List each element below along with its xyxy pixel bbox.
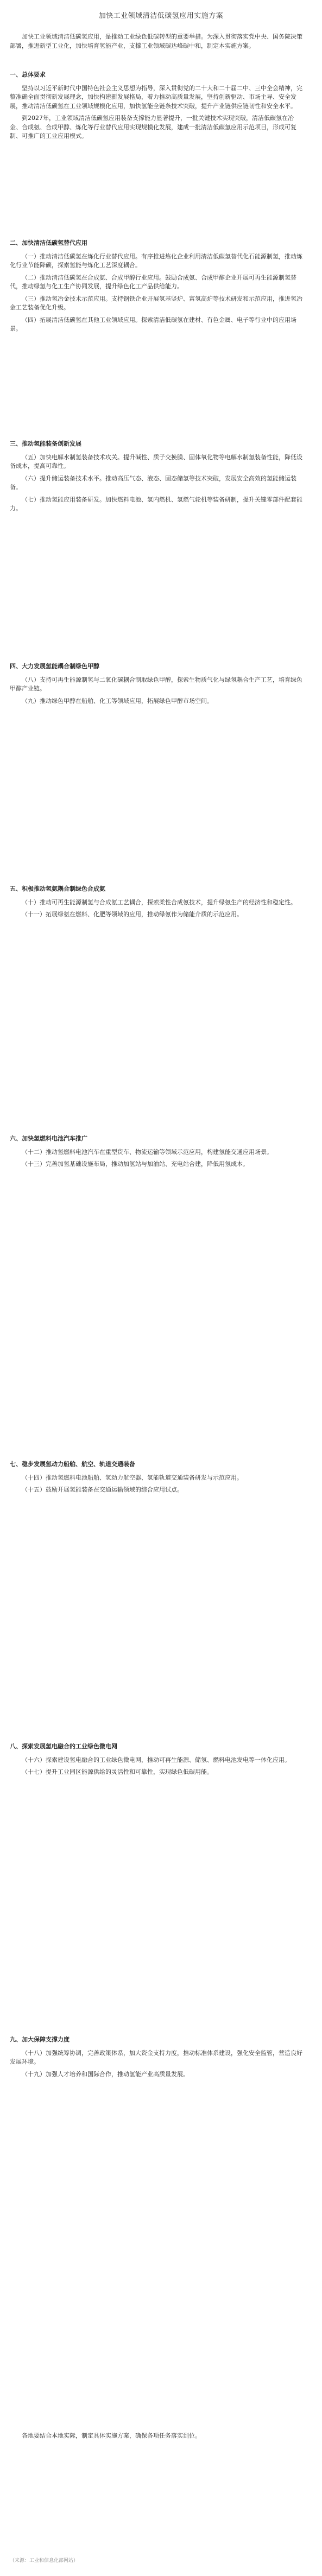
section-paragraph: （一）推动清洁低碳氢在炼化行业替代应用。有序推进炼化企业利用清洁低碳氢替代化石能源制氢，推动炼化行业节能降碳，探索氢能与炼化工艺深度耦合。 [10,252,302,269]
section-paragraph: （九）推动绿色甲醇在船舶、化工等领域应用，拓展绿色甲醇市场空间。 [22,697,213,705]
section-paragraph: （八）支持可再生能源制氢与二氧化碳耦合制取绿色甲醇，探索生物质气化与绿氢耦合生产工艺，培育绿色甲醇产业链。 [10,676,302,692]
section-heading: 五、积极推动氢氨耦合制绿色合成氨 [10,885,105,892]
section-paragraph: （二）推动清洁低碳氢在合成氨、合成甲醇行业应用。鼓励合成氨、合成甲醇企业开展可再生能源制氢替代，推动绿氢与化工生产协同发展，提升绿色化工产品供给能力。 [10,274,296,290]
section-heading: 八、探索发展氢电融合的工业绿色微电网 [10,1743,117,1750]
section-paragraph: （十九）加强人才培养和国际合作，推动氢能产业高质量发展。 [22,2070,189,2078]
section-1 [10,65,303,144]
section-paragraph: （三）推动氢冶金技术示范应用。支持钢铁企业开展氢基竖炉、富氢高炉等技术研发和示范应用，推进氢冶金工艺装备优化升级。 [10,295,302,311]
section-7 [10,1455,303,1498]
section-paragraph: （十二）推动氢燃料电池汽车在重型货车、物流运输等领域示范应用，构建氢能交通应用场景。 [22,1148,273,1156]
section-8 [10,1737,303,1780]
document-title: 加快工业领域清洁低碳氢应用实施方案 [98,12,224,20]
section-paragraph: （十八）加强统筹协调，完善政策体系，加大资金支持力度，推动标准体系建设，强化安全监管，营造良好发展环境。 [10,2049,302,2065]
section-paragraph: （十三）完善加氢基础设施布局，推动加氢站与加油站、充电站合建，降低用氢成本。 [22,1160,249,1168]
intro-block [10,33,303,54]
section-3 [10,434,303,517]
section-paragraph: （十六）探索建设氢电融合的工业绿色微电网，推动可再生能源、储氢、燃料电池发电等一体化应用。 [22,1756,291,1763]
closing-block [10,2432,303,2444]
closing-paragraph: 各地要结合本地实际，制定具体实施方案，确保各项任务落实到位。 [22,2432,201,2439]
section-paragraph: （十四）推动氢燃料电池船舶、氢动力航空器、氢能轨道交通装备研发与示范应用。 [22,1474,243,1481]
section-paragraph: （十一）拓展绿氨在燃料、化肥等领域的应用，推动绿氨作为储能介质的示范应用。 [22,911,243,918]
section-5 [10,879,303,923]
section-heading: 九、加大保障支撑力度 [10,2036,70,2043]
section-paragraph: （四）拓展清洁低碳氢在其他工业领域应用。探索清洁低碳氢在建材、有色金属、电子等行业中的应用场景。 [10,316,296,332]
section-heading: 四、大力发展氢能耦合制绿色甲醇 [10,663,99,670]
section-paragraph: （五）加快电解水制氢装备技术攻关。提升碱性、质子交换膜、固体氧化物等电解水制氢装备性能，降低设备成本，提高可靠性。 [10,453,302,469]
section-paragraph: （六）提升储运装备技术水平。推动高压气态、液态、固态储氢等技术突破，发展安全高效的氢能储运装备。 [10,474,296,491]
section-heading: 七、稳步发展氢动力船舶、航空、轨道交通装备 [10,1461,135,1468]
section-paragraph: （十七）提升工业园区能源供给的灵活性和可靠性，实现绿色低碳用能。 [22,1768,213,1775]
section-2 [10,233,303,337]
section-heading: 六、加快氢燃料电池汽车推广 [10,1135,87,1142]
section-paragraph: （十）推动可再生能源制氢与合成氨工艺耦合，探索柔性合成氨技术，提升绿氨生产的经济性和稳定性。 [22,898,296,906]
section-4 [10,657,303,709]
section-heading: 三、推动氢能装备创新发展 [10,440,81,447]
source-footer: （来源：工业和信息化部网站） [10,2558,79,2564]
section-9 [10,2030,303,2082]
section-paragraph: （十五）鼓励开展氢能装备在交通运输领域的综合应用试点。 [22,1486,183,1493]
intro-paragraph: 加快工业领域清洁低碳氢应用，是推动工业绿色低碳转型的重要举措。为深入贯彻落实党中央、国务院决策部署，推进新型工业化，加快培育氢能产业，支撑工业领域碳达峰碳中和，制定本实施方案。 [10,33,302,49]
section-paragraph: 坚持以习近平新时代中国特色社会主义思想为指导，深入贯彻党的二十大和二十届二中、三中全会精神，完整准确全面贯彻新发展理念，加快构建新发展格局，着力推动高质量发展，坚持创新驱动、市场主导、安全发展，推动清洁低碳氢在工业领域规模化应用，加快氢能全链条技术突破，提升产业链供应链韧性和安全水平。 [10,84,302,110]
section-heading: 二、加快清洁低碳氢替代应用 [10,239,87,246]
section-6 [10,1129,303,1172]
section-paragraph: 到2027年，工业领域清洁低碳氢应用装备支撑能力显著提升，一批关键技术实现突破，清洁低碳氢在冶金、合成氨、合成甲醇、炼化等行业替代应用实现规模化发展，建成一批清洁低碳氢应用示范项目，形成可复制、可推广的工业应用模式。 [10,115,296,139]
section-paragraph: （七）推动氢能应用装备研发。加快燃料电池、氢内燃机、氢燃气轮机等装备研制，提升关键零部件配套能力。 [10,496,302,512]
section-heading: 一、总体要求 [10,71,46,78]
